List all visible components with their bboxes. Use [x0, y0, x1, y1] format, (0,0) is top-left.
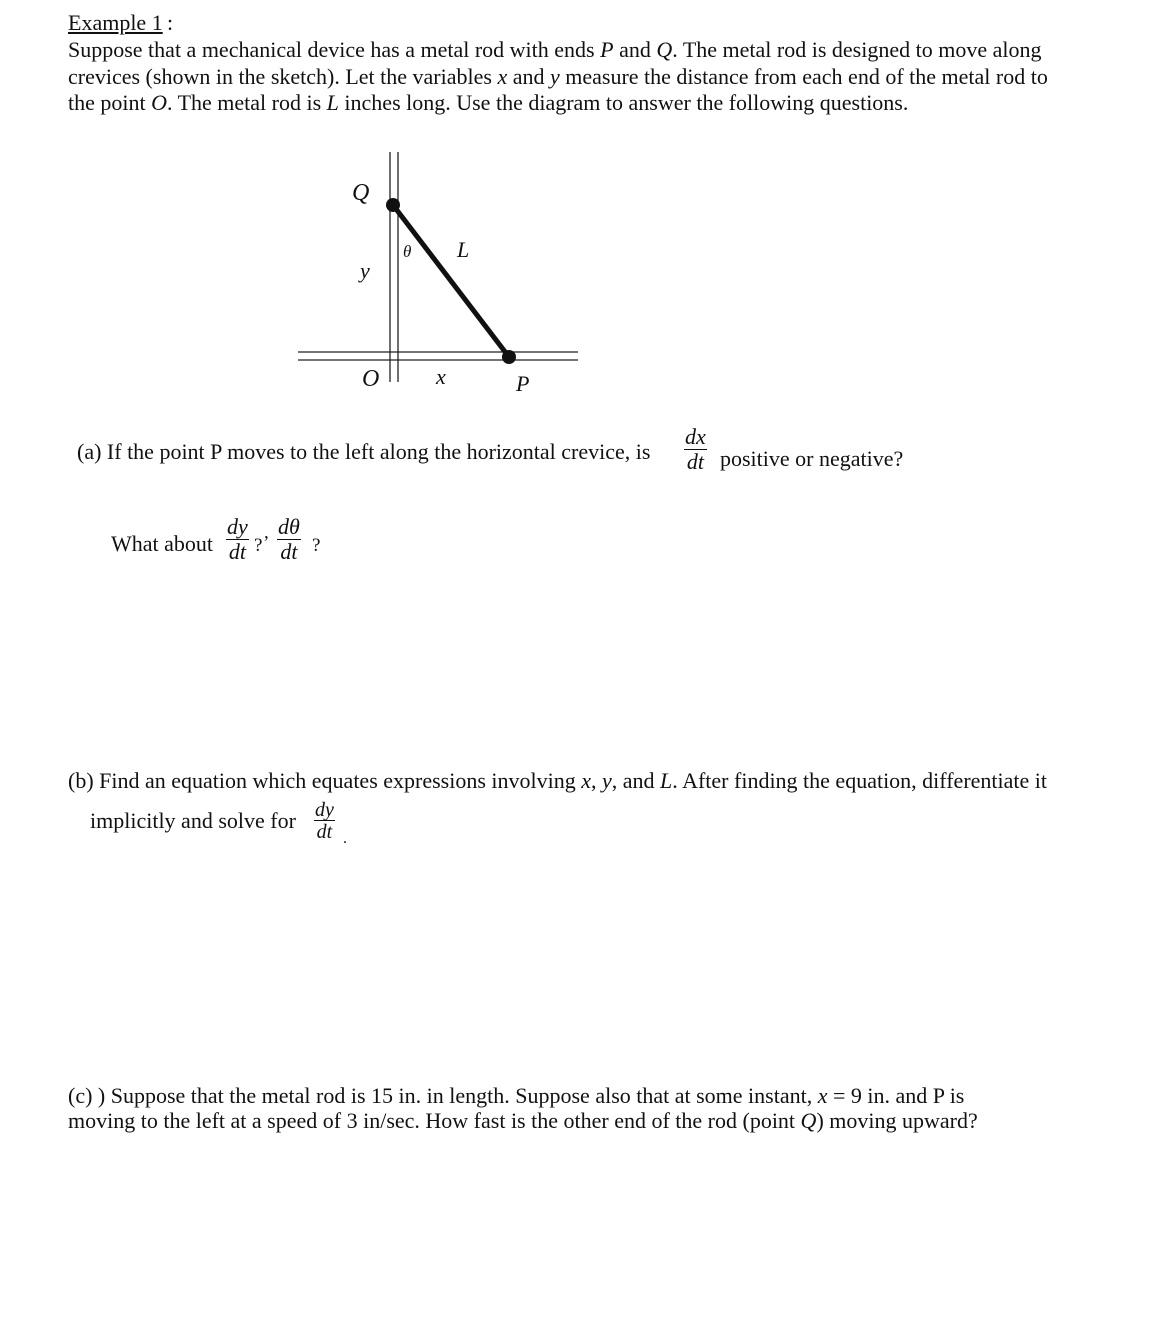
part-b-period: . — [343, 830, 347, 847]
intro-line-1: Suppose that a mechanical device has a metal rod with ends P and Q. The metal rod is designed to move along — [68, 37, 1042, 62]
point-q-dot — [386, 198, 400, 212]
example-title-colon: : — [167, 10, 174, 35]
question-mark-1: ? — [254, 535, 263, 556]
comma-separator: , — [264, 522, 269, 543]
fraction-dy-dt-b: $\frac{dy}{dt}$ — [315, 799, 334, 843]
label-theta: θ — [403, 242, 412, 261]
label-l: L — [457, 237, 470, 262]
part-a-question-end: positive or negative? — [720, 446, 904, 471]
question-mark-2: ? — [312, 535, 321, 556]
label-y: y — [360, 258, 370, 283]
fraction-dy-dt: $\frac{dy}{dt}$ — [227, 514, 248, 564]
intro-line-2: crevices (shown in the sketch). Let the variables x and y measure the distance from each end of the metal rod to — [68, 63, 1048, 89]
metal-rod — [393, 205, 509, 357]
part-b-line-1: (b) Find an equation which equates expressions involving x, y, and L. After finding the equation, differentiate it — [68, 768, 1047, 793]
intro-paragraph — [68, 37, 1128, 117]
label-x: x — [436, 364, 446, 389]
what-about-label: What about — [111, 531, 214, 556]
part-c-line-1: (c) ) Suppose that the metal rod is 15 in. in length. Suppose also that at some instant, x = 9 in. and P is — [68, 1083, 965, 1108]
example-title: Example 1 — [68, 10, 163, 35]
fraction-dtheta-dt: $\frac{d\theta}{dt}$ — [278, 514, 300, 564]
point-p-dot — [502, 350, 516, 364]
fraction-dx-dt: $\frac{dx}{dt}$ — [685, 424, 706, 474]
label-o: O — [362, 366, 380, 392]
part-c-line-2: moving to the left at a speed of 3 in/sec. How fast is the other end of the rod (point Q) moving upward? — [68, 1108, 978, 1133]
part-b-line-2: implicitly and solve for — [90, 808, 296, 833]
label-q: Q — [352, 180, 370, 206]
label-p: P — [516, 371, 530, 396]
intro-line-3: the point O. The metal rod is L inches long. Use the diagram to answer the following questions. — [68, 90, 909, 115]
part-a-question: (a) If the point P moves to the left along the horizontal crevice, is — [77, 439, 651, 464]
rod-diagram — [290, 150, 590, 400]
